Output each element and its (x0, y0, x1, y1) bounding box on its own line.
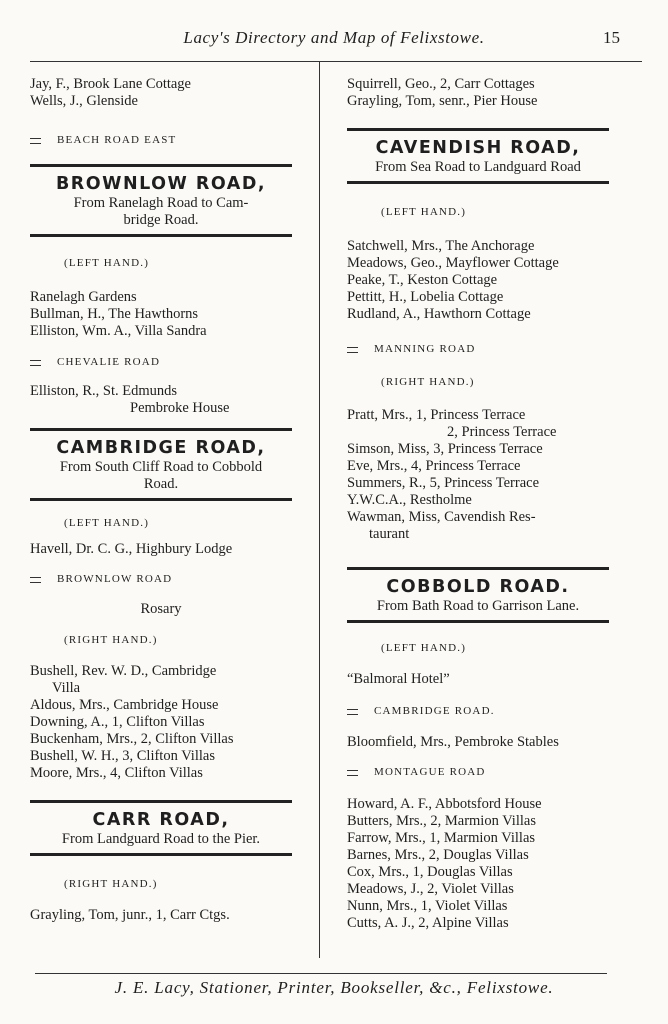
list-item: Rosary (140, 601, 182, 617)
equals-mark-icon (347, 347, 358, 353)
road-name: CAMBRIDGE ROAD, (56, 438, 266, 458)
road-heading-carr (30, 800, 292, 856)
list-item: Bullman, H., The Hawthorns (30, 306, 199, 322)
column-divider (319, 62, 320, 958)
list-item: Elliston, Wm. A., Villa Sandra (30, 323, 207, 339)
road-heading-cambridge (30, 428, 292, 501)
road-name: CAVENDISH ROAD, (375, 138, 581, 158)
list-item: Howard, A. F., Abbotsford House (347, 796, 542, 812)
list-item: Pratt, Mrs., 1, Princess Terrace (347, 407, 526, 423)
list-item: Meadows, Geo., Mayflower Cottage (347, 255, 559, 271)
equals-mark-icon (30, 138, 41, 144)
equals-mark-icon (30, 577, 41, 583)
list-item: Pembroke House (130, 400, 230, 416)
list-item: 2, Princess Terrace (447, 424, 557, 440)
list-item: Grayling, Tom, junr., 1, Carr Ctgs. (30, 907, 230, 923)
road-name: BROWNLOW ROAD, (55, 174, 267, 194)
running-title: Lacy's Directory and Map of Felixstowe. (183, 28, 485, 47)
cross-street: CAMBRIDGE ROAD. (347, 703, 609, 720)
road-description: From Bath Road to Garrison Lane. (376, 598, 580, 614)
road-heading-cobbold (347, 567, 609, 623)
list-item: Butters, Mrs., 2, Marmion Villas (347, 813, 536, 829)
equals-mark-icon (347, 770, 358, 776)
road-description: From Sea Road to Landguard Road (375, 159, 581, 175)
side-label: (LEFT HAND.) (64, 257, 150, 269)
road-description: From Landguard Road to the Pier. (61, 831, 261, 847)
list-item: taurant (369, 526, 410, 542)
side-label: (LEFT HAND.) (64, 517, 150, 529)
list-item: Nunn, Mrs., 1, Violet Villas (347, 898, 508, 914)
side-label: (LEFT HAND.) (381, 642, 467, 654)
list-item: Eve, Mrs., 4, Princess Terrace (347, 458, 521, 474)
list-item: Ranelagh Gardens (30, 289, 137, 305)
page-header (0, 28, 668, 52)
list-item: Meadows, J., 2, Violet Villas (347, 881, 514, 897)
page-footer: J. E. Lacy, Stationer, Printer, Bookseller, &c., Felixstowe. (114, 978, 554, 997)
list-item: Farrow, Mrs., 1, Marmion Villas (347, 830, 536, 846)
list-item: Simson, Miss, 3, Princess Terrace (347, 441, 543, 457)
list-item: Villa (52, 680, 81, 696)
list-item: Rudland, A., Hawthorn Cottage (347, 306, 531, 322)
cross-street: CHEVALIE ROAD (30, 354, 292, 371)
road-heading-cavendish (347, 128, 609, 184)
list-item: Y.W.C.A., Restholme (347, 492, 472, 508)
list-item: Aldous, Mrs., Cambridge House (30, 697, 219, 713)
list-item: Cox, Mrs., 1, Douglas Villas (347, 864, 513, 880)
cross-street: MONTAGUE ROAD (347, 764, 609, 781)
road-description: Road. (143, 476, 179, 492)
road-description: From South Cliff Road to Cobbold (59, 459, 263, 475)
list-item: Elliston, R., St. Edmunds (30, 383, 178, 399)
list-item: Summers, R., 5, Princess Terrace (347, 475, 540, 491)
list-item: Bushell, Rev. W. D., Cambridge (30, 663, 217, 679)
side-label: (RIGHT HAND.) (64, 878, 158, 890)
side-label: (RIGHT HAND.) (64, 634, 158, 646)
list-item: Wawman, Miss, Cavendish Res- (347, 509, 536, 525)
side-label: (LEFT HAND.) (381, 206, 467, 218)
cross-street: MANNING ROAD (347, 341, 609, 358)
road-name: CARR ROAD, (92, 810, 230, 830)
list-item: Moore, Mrs., 4, Clifton Villas (30, 765, 203, 781)
list-item: Havell, Dr. C. G., Highbury Lodge (30, 541, 233, 557)
list-item: Barnes, Mrs., 2, Douglas Villas (347, 847, 529, 863)
equals-mark-icon (30, 360, 41, 366)
right-column (347, 76, 609, 932)
list-item: Jay, F., Brook Lane Cottage (30, 76, 191, 92)
list-item: “Balmoral Hotel” (347, 671, 450, 687)
footer-rule (35, 973, 607, 974)
list-item: Buckenham, Mrs., 2, Clifton Villas (30, 731, 234, 747)
list-item: Peake, T., Keston Cottage (347, 272, 498, 288)
cross-street: BROWNLOW ROAD (30, 571, 292, 588)
road-description: bridge Road. (123, 212, 199, 228)
page-number: 15 (603, 28, 620, 47)
road-name: COBBOLD ROAD. (386, 577, 570, 597)
list-item: Squirrell, Geo., 2, Carr Cottages (347, 76, 535, 92)
left-column (30, 76, 292, 924)
road-heading-brownlow (30, 164, 292, 237)
list-item: Cutts, A. J., 2, Alpine Villas (347, 915, 509, 931)
equals-mark-icon (347, 709, 358, 715)
list-item: Satchwell, Mrs., The Anchorage (347, 238, 535, 254)
list-item: Grayling, Tom, senr., Pier House (347, 93, 538, 109)
side-label: (RIGHT HAND.) (381, 376, 475, 388)
list-item: Bushell, W. H., 3, Clifton Villas (30, 748, 215, 764)
cross-street: BEACH ROAD EAST (30, 132, 292, 149)
list-item: Pettitt, H., Lobelia Cottage (347, 289, 504, 305)
road-description: From Ranelagh Road to Cam- (73, 195, 249, 211)
header-rule (30, 61, 642, 62)
list-item: Downing, A., 1, Clifton Villas (30, 714, 205, 730)
list-item: Bloomfield, Mrs., Pembroke Stables (347, 734, 559, 750)
list-item: Wells, J., Glenside (30, 93, 138, 109)
